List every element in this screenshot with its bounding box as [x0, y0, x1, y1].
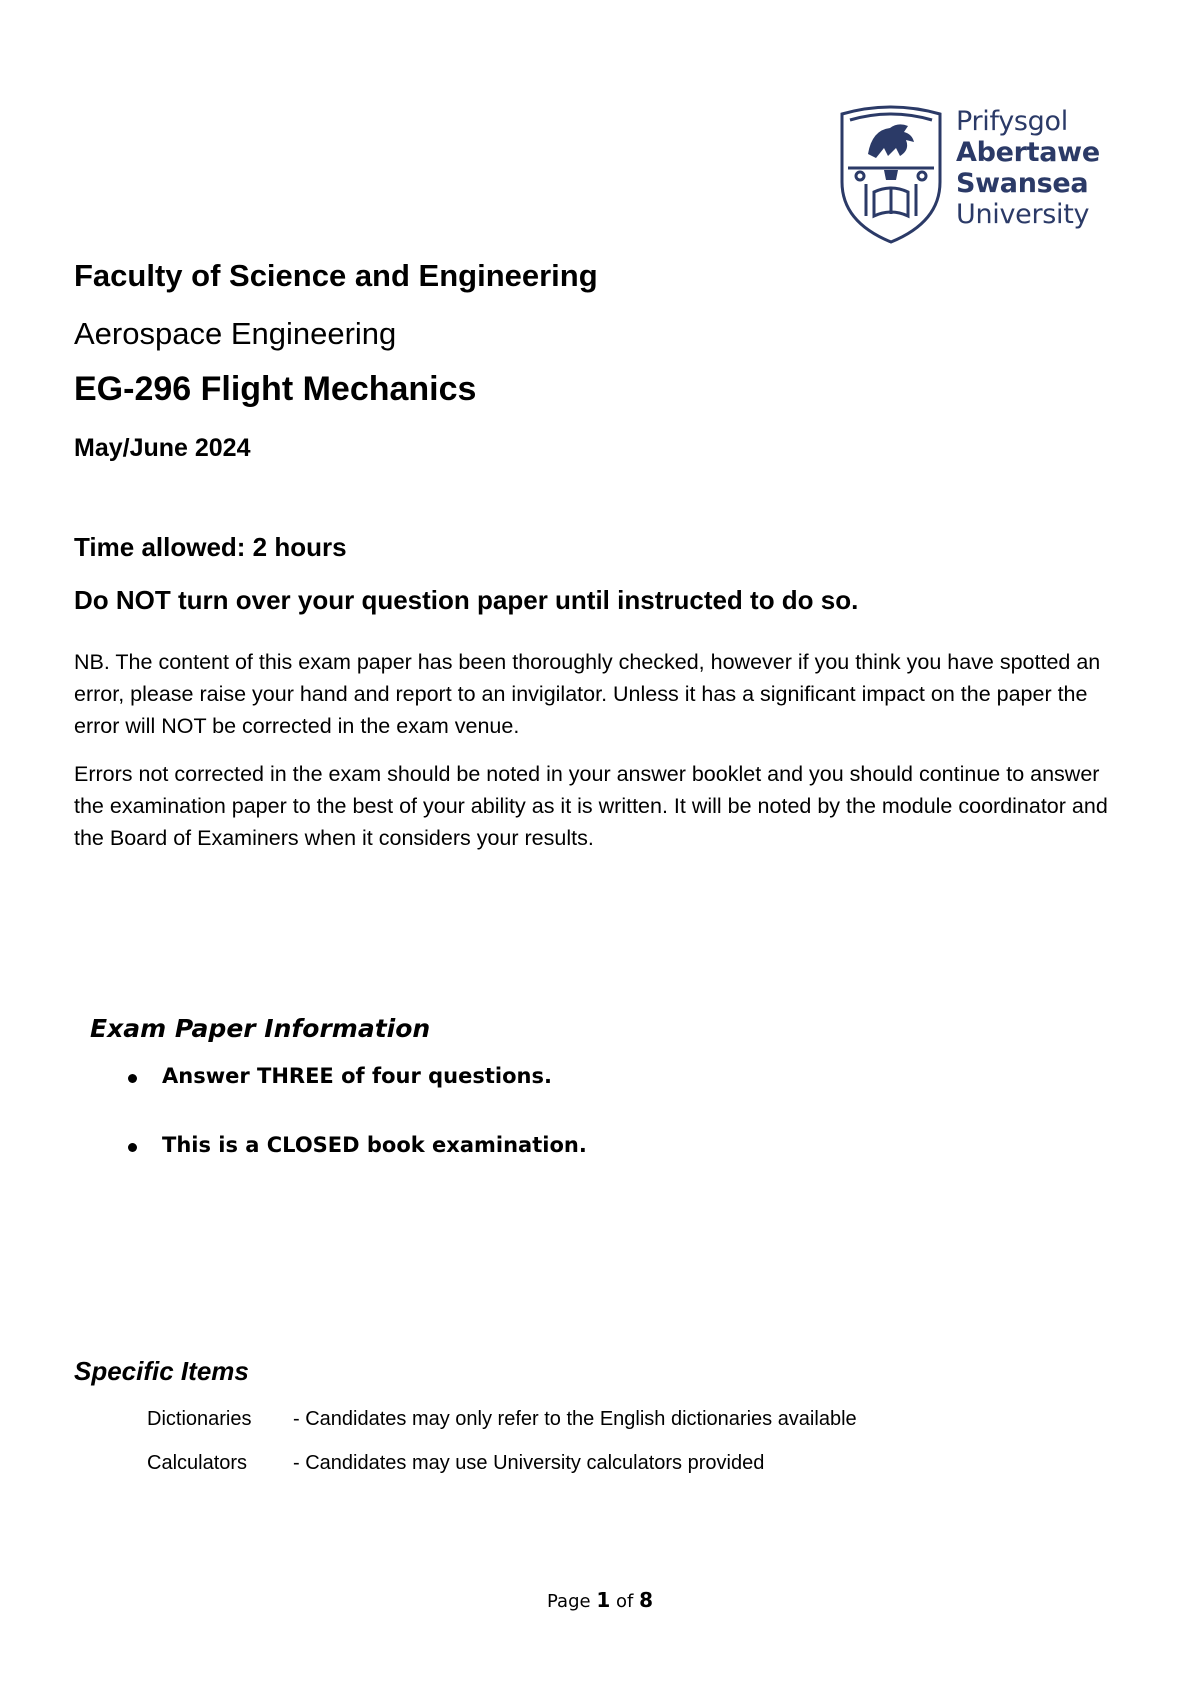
- university-logo: [838, 104, 1098, 246]
- list-item-text: Answer THREE of four questions.: [162, 1064, 552, 1088]
- specific-item-row: [147, 1408, 857, 1431]
- specific-item-name: Calculators: [147, 1452, 248, 1474]
- department-title: Aerospace Engineering: [74, 316, 397, 351]
- university-wordmark: [956, 106, 1100, 230]
- specific-item-desc: - Candidates may use University calculators provided: [293, 1452, 765, 1474]
- of-word: of: [615, 1591, 634, 1612]
- university-crest-icon: [838, 104, 944, 246]
- logo-line-prifysgol: Prifysgol: [956, 106, 1068, 137]
- exam-session: May/June 2024: [74, 434, 251, 462]
- exam-info-heading: Exam Paper Information: [90, 1014, 431, 1043]
- bullet-icon: [128, 1143, 137, 1152]
- list-item: [126, 1064, 587, 1133]
- page-number: [0, 1588, 1200, 1612]
- specific-item-row: [147, 1452, 764, 1475]
- time-allowed: Time allowed: 2 hours: [74, 532, 347, 562]
- module-title: EG-296 Flight Mechanics: [74, 370, 477, 408]
- logo-line-abertawe: Abertawe: [956, 137, 1100, 168]
- bullet-icon: [128, 1074, 137, 1083]
- faculty-title: Faculty of Science and Engineering: [74, 258, 598, 293]
- specific-items-heading: Specific Items: [74, 1356, 249, 1386]
- logo-line-university: University: [956, 199, 1090, 230]
- exam-info-list: [126, 1064, 587, 1202]
- do-not-turn-warning: Do NOT turn over your question paper until instructed to do so.: [74, 585, 859, 615]
- page-word: Page: [547, 1591, 591, 1612]
- total-pages: 8: [639, 1588, 653, 1612]
- list-item-text: This is a CLOSED book examination.: [162, 1133, 587, 1157]
- specific-item-desc: - Candidates may only refer to the English dictionaries available: [293, 1408, 857, 1430]
- list-item: [126, 1133, 587, 1202]
- errors-not-corrected-paragraph: Errors not corrected in the exam should be noted in your answer booklet and you should continue to answer the examination paper to the best of your ability as it is written. It will be noted by the module coordinator and the Board of Examiners when it considers your results.: [74, 762, 1108, 850]
- error-notice-paragraph: NB. The content of this exam paper has been thoroughly checked, however if you think you have spotted an error, please raise your hand and report to an invigilator. Unless it has a significant impact on the paper the error will NOT be corrected in the exam venue.: [74, 650, 1101, 738]
- current-page: 1: [596, 1588, 611, 1612]
- logo-line-swansea: Swansea: [956, 168, 1089, 199]
- specific-item-name: Dictionaries: [147, 1408, 252, 1430]
